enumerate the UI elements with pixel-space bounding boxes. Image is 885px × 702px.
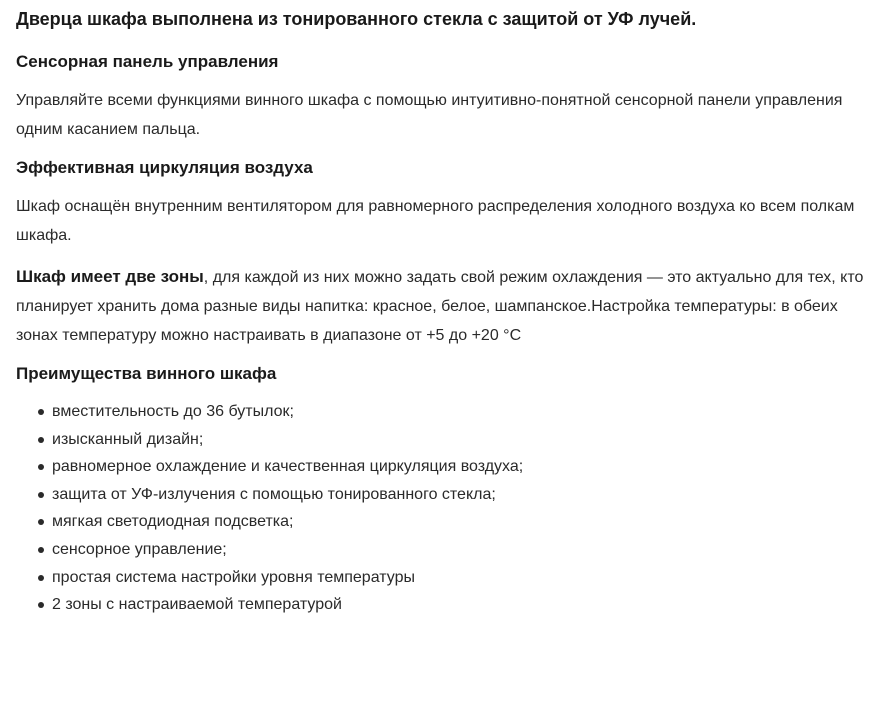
air-circulation-text: Шкаф оснащён внутренним вентилятором для равномерного распределения холодного воздуха ко всем полкам шкафа.	[16, 198, 855, 244]
list-item-text: мягкая светодиодная подсветка;	[52, 513, 294, 531]
list-item-text: изысканный дизайн;	[52, 430, 204, 448]
zones-paragraph	[16, 262, 869, 350]
list-item-text: 2 зоны с настраиваемой температурой	[52, 596, 342, 614]
glass-door-heading: Дверца шкафа выполнена из тонированного стекла с защитой от УФ лучей.	[16, 9, 697, 29]
touch-panel-heading: Сенсорная панель управления	[16, 52, 279, 71]
list-item	[38, 564, 869, 592]
list-item	[38, 536, 869, 564]
list-item-text: вместительность до 36 бутылок;	[52, 403, 294, 420]
advantages-list	[16, 398, 869, 619]
list-item-text: простая система настройки уровня температуры	[52, 568, 415, 586]
list-item-text: защита от УФ-излучения с помощью тонированного стекла;	[52, 485, 496, 503]
list-item	[38, 508, 869, 536]
bullet-icon	[38, 409, 44, 415]
zones-bold-lead: Шкаф имеет две зоны	[16, 267, 204, 286]
bullet-icon	[38, 547, 44, 553]
advantages-heading: Преимущества винного шкафа	[16, 364, 277, 383]
zones-text: , для каждой из них можно задать свой режим охлаждения — это актуально для тех, кто планирует хранить дома разные виды напитка: красное, белое, шампанское.Настройка температуры: в обеих зонах температуру можно настраивать в диапазоне от +5 до +20 °C	[16, 269, 864, 344]
list-item	[38, 453, 869, 481]
list-item-text: сенсорное управление;	[52, 540, 227, 558]
air-circulation-heading: Эффективная циркуляция воздуха	[16, 158, 313, 177]
bullet-icon	[38, 437, 44, 443]
bullet-icon	[38, 492, 44, 498]
list-item	[38, 398, 869, 426]
bullet-icon	[38, 519, 44, 525]
list-item	[38, 481, 869, 509]
bullet-icon	[38, 575, 44, 581]
touch-panel-text: Управляйте всеми функциями винного шкафа с помощью интуитивно-понятной сенсорной панели управления одним касанием пальца.	[16, 92, 843, 138]
list-item	[38, 591, 869, 619]
bullet-icon	[38, 602, 44, 608]
list-item	[38, 426, 869, 454]
list-item-text: равномерное охлаждение и качественная циркуляция воздуха;	[52, 458, 524, 476]
bullet-icon	[38, 464, 44, 470]
